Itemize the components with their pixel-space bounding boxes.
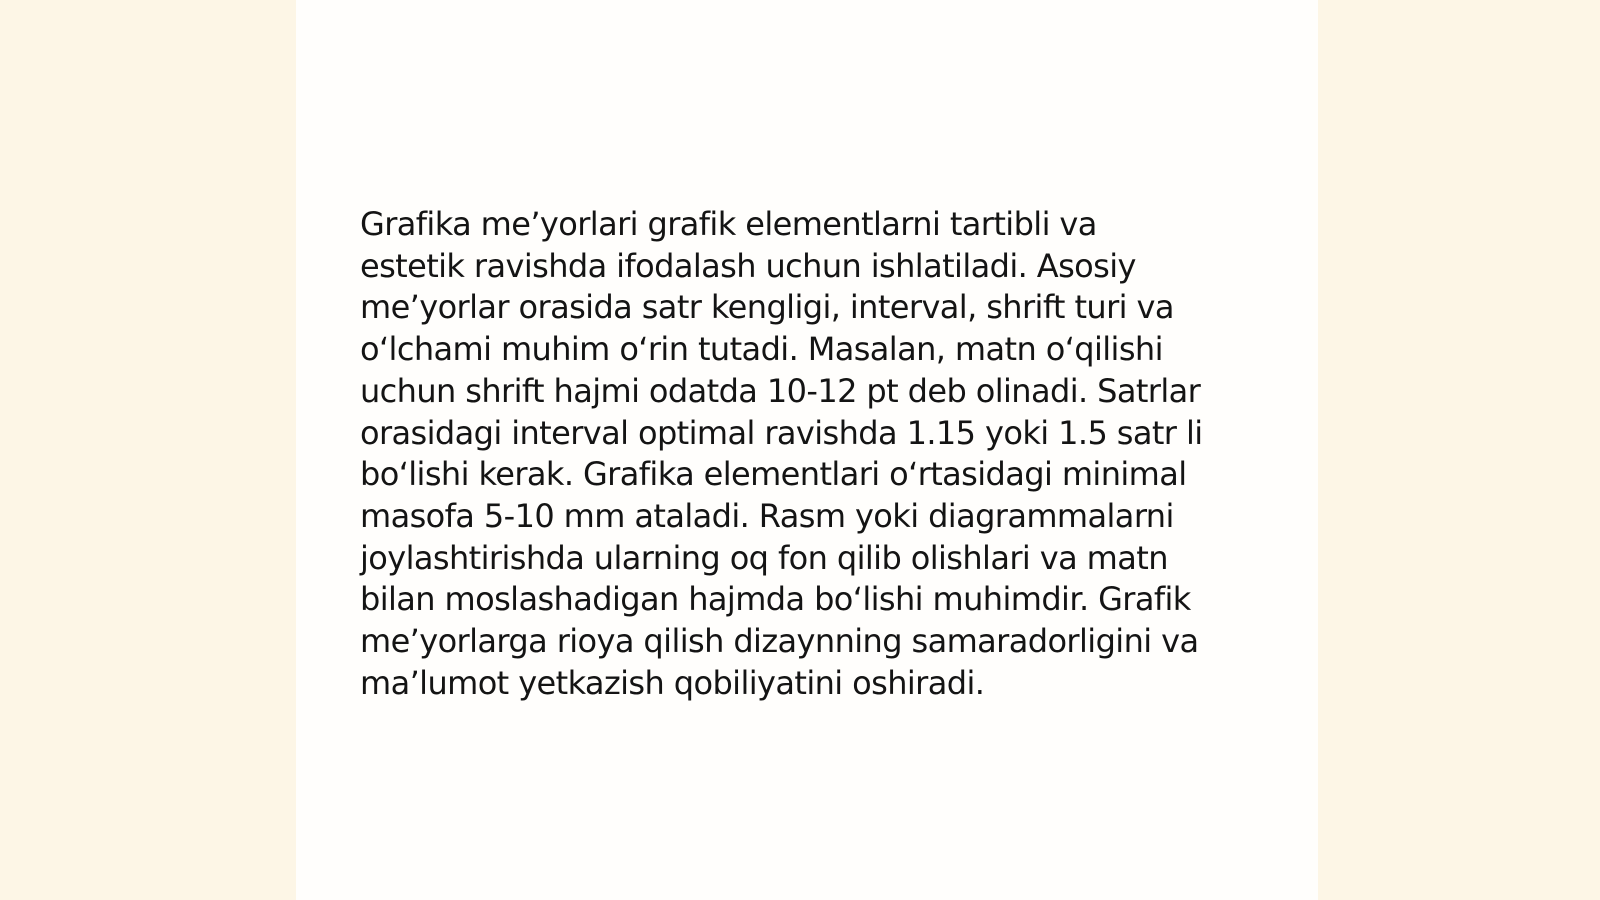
body-line: Grafika me’yorlari grafik elementlarni tartibli va [360, 205, 1097, 243]
body-line: me’yorlarga rioya qilish dizaynning samaradorligini va [360, 622, 1199, 661]
body-line: bilan moslashadigan hajmda boʻlishi muhimdir. Grafik [360, 580, 1191, 619]
right-margin [1318, 0, 1600, 900]
body-line: orasidagi interval optimal ravishda 1.15 yoki 1.5 satr li [360, 413, 1203, 452]
body-line: masofa 5-10 mm ataladi. Rasm yoki diagrammalarni [360, 496, 1174, 535]
body-line: ma’lumot yetkazish qobiliyatini oshiradi. [360, 663, 985, 702]
body-line: me’yorlar orasida satr kengligi, interval, shrift turi va [360, 288, 1174, 327]
slide [296, 0, 1318, 900]
body-line: estetik ravishda ifodalash uchun ishlatiladi. Asosiy [360, 246, 1136, 285]
left-margin [0, 0, 296, 900]
body-line: oʻlchami muhim oʻrin tutadi. Masalan, matn oʻqilishi [360, 330, 1163, 369]
slide-body-text [360, 204, 1260, 704]
body-line: boʻlishi kerak. Grafika elementlari oʻrtasidagi minimal [360, 455, 1187, 494]
body-line: uchun shrift hajmi odatda 10-12 pt deb olinadi. Satrlar [360, 371, 1201, 410]
body-line: joylashtirishda ularning oq fon qilib olishlari va matn [360, 538, 1168, 577]
